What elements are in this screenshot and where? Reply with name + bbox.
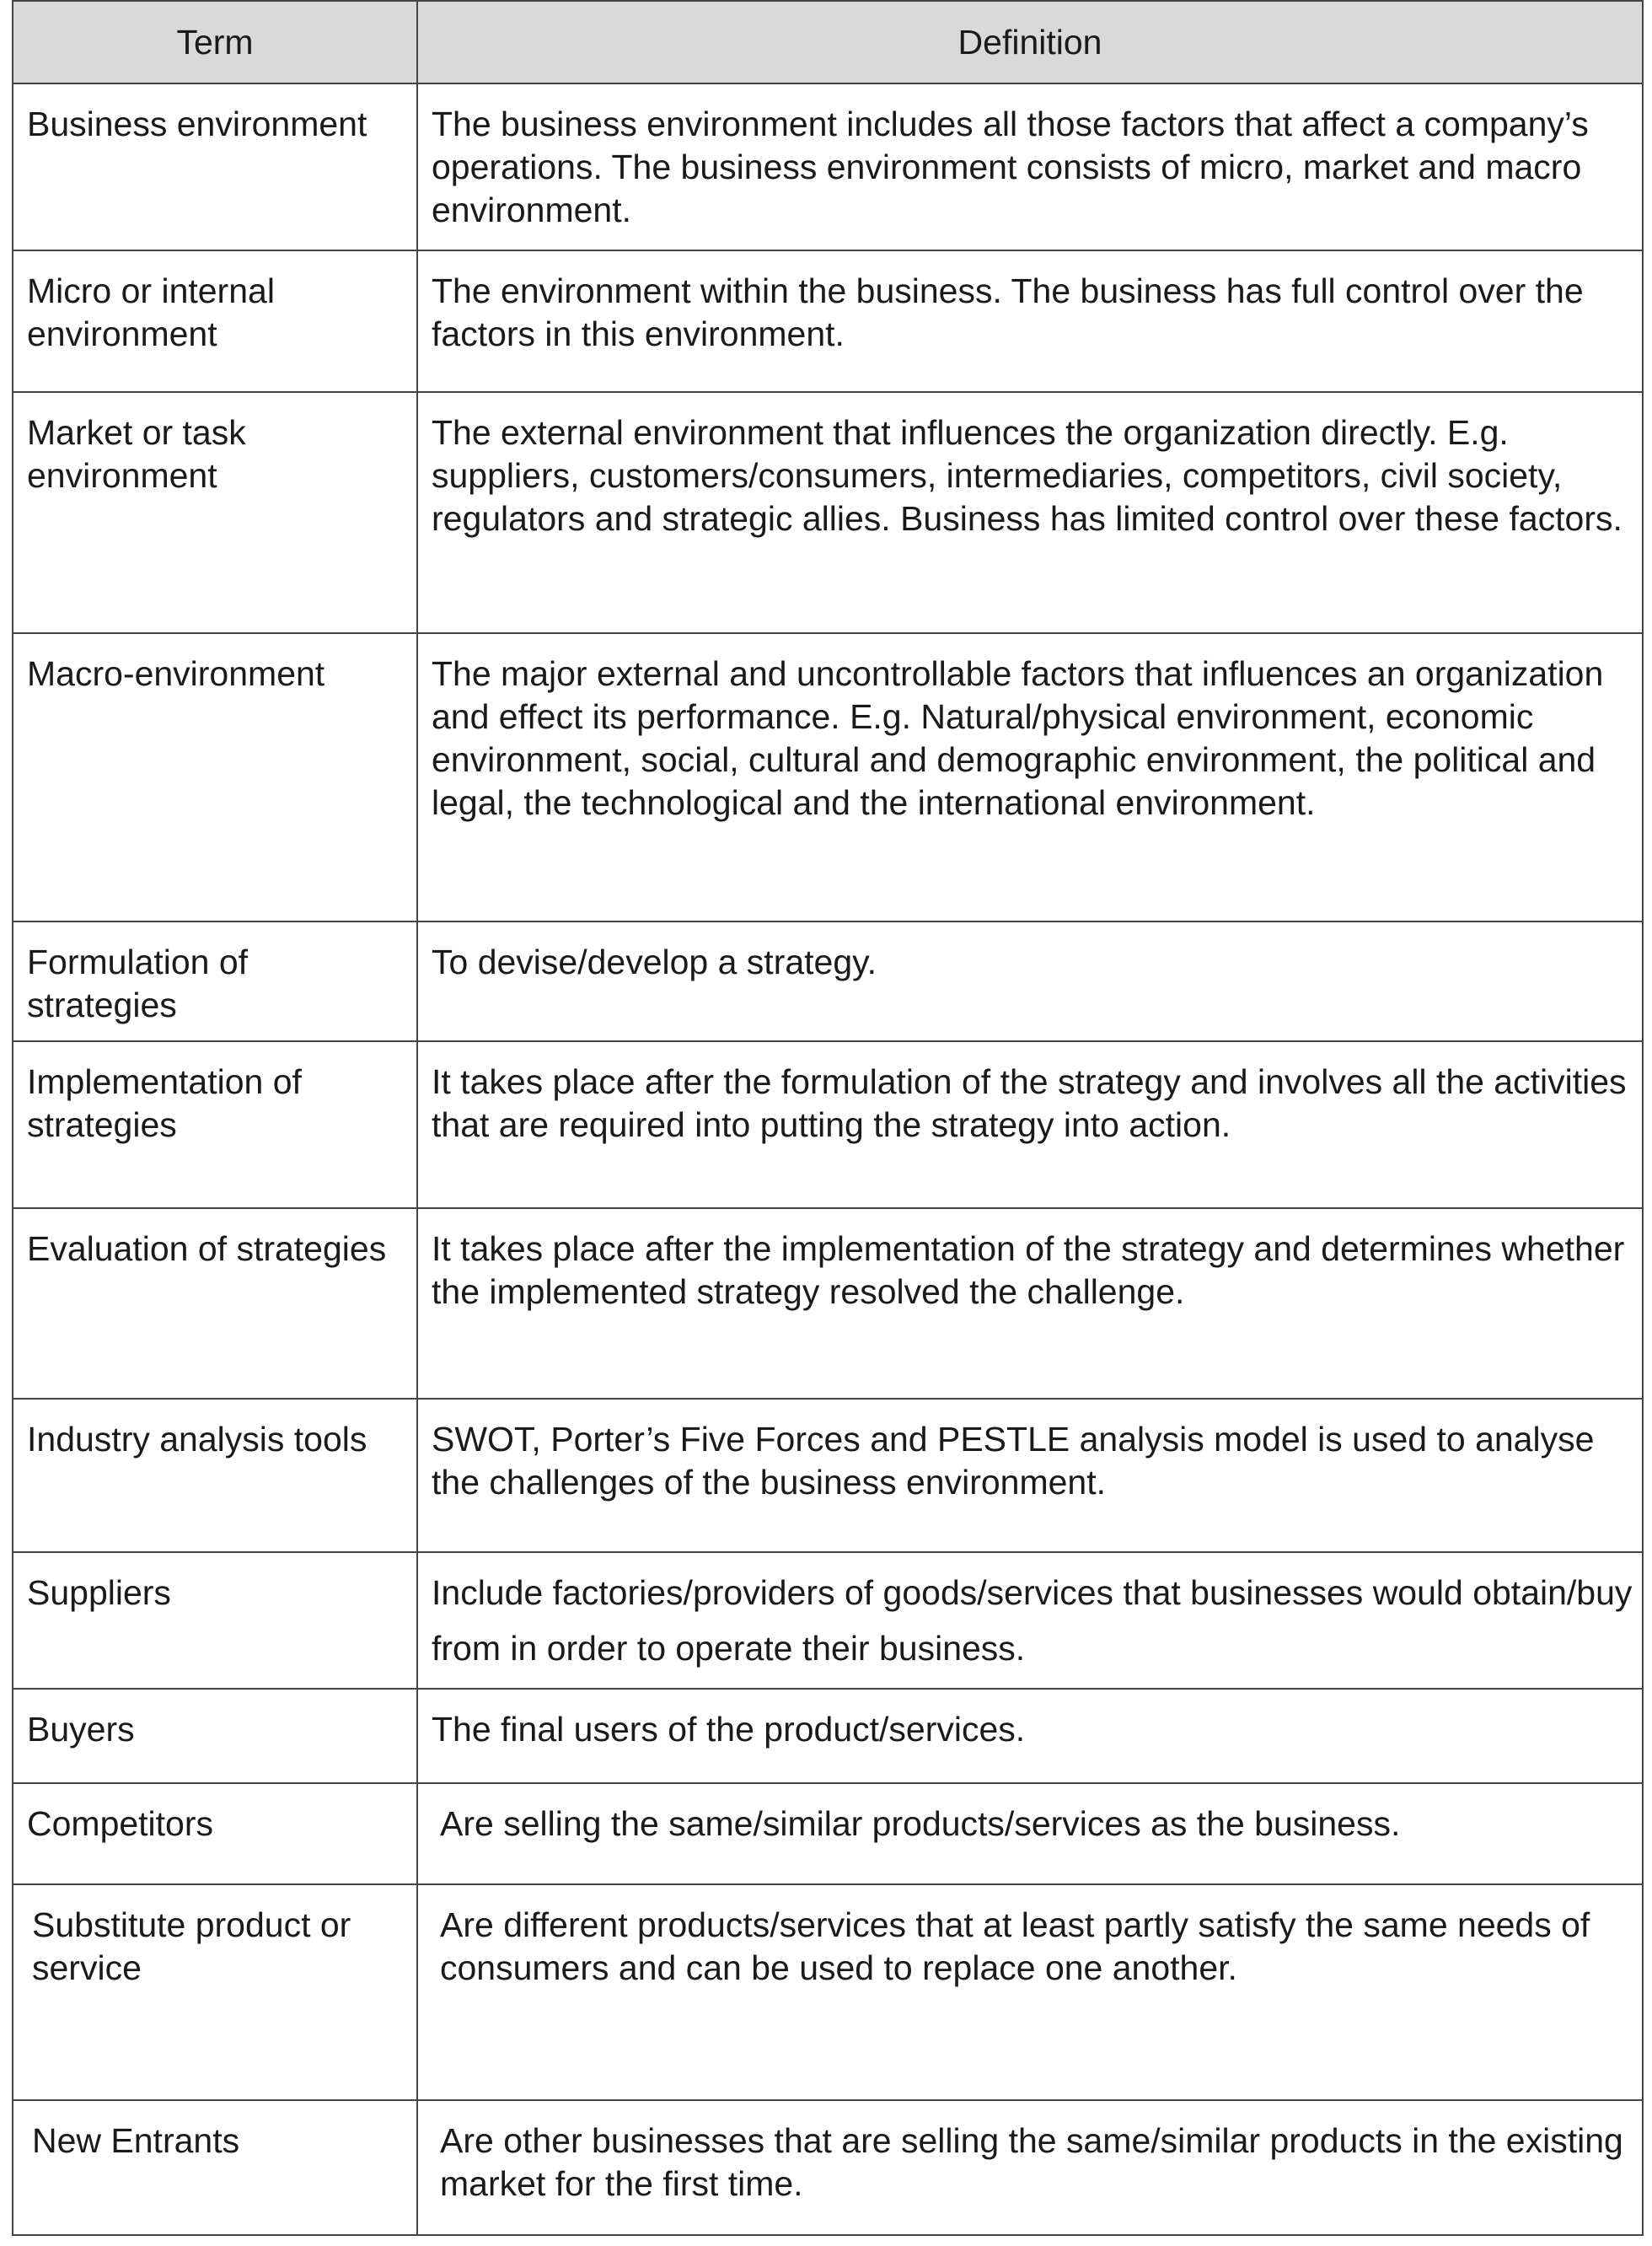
definition-cell: Are different products/services that at least partly satisfy the same needs of consumers and can be used to replace one another. xyxy=(417,1884,1643,2100)
term-cell: Buyers xyxy=(13,1689,417,1783)
table-row xyxy=(13,2100,1643,2235)
table-row xyxy=(13,392,1643,633)
definition-cell: It takes place after the implementation of the strategy and determines whether the implemented strategy resolved the challenge. xyxy=(417,1208,1643,1399)
table-row xyxy=(13,1884,1643,2100)
definition-cell: To devise/develop a strategy. xyxy=(417,922,1643,1041)
definition-cell: The business environment includes all those factors that affect a company’s operations. The business environment consists of micro, market and macro environment. xyxy=(417,83,1643,250)
term-cell: Evaluation of strategies xyxy=(13,1208,417,1399)
table-row xyxy=(13,633,1643,922)
term-cell: Suppliers xyxy=(13,1552,417,1689)
table-row xyxy=(13,1208,1643,1399)
table-row xyxy=(13,1783,1643,1884)
definition-cell: Are other businesses that are selling the same/similar products in the existing market for the first time. xyxy=(417,2100,1643,2235)
term-cell: Micro or internal environment xyxy=(13,250,417,392)
term-cell: New Entrants xyxy=(13,2100,417,2235)
header-row xyxy=(13,1,1643,83)
table-row xyxy=(13,250,1643,392)
term-cell: Substitute product or service xyxy=(13,1884,417,2100)
table-row xyxy=(13,1552,1643,1689)
term-cell: Industry analysis tools xyxy=(13,1399,417,1552)
term-cell: Implementation of strategies xyxy=(13,1041,417,1208)
term-cell: Macro-environment xyxy=(13,633,417,922)
table-row xyxy=(13,1399,1643,1552)
table-row xyxy=(13,922,1643,1041)
term-cell: Business environment xyxy=(13,83,417,250)
table-row xyxy=(13,83,1643,250)
term-cell: Market or task environment xyxy=(13,392,417,633)
definition-cell: The external environment that influences the organization directly. E.g. suppliers, customers/consumers, intermediaries, competitors, civil society, regulators and strategic allies. Business has limited control over these factors. xyxy=(417,392,1643,633)
glossary-table xyxy=(12,0,1644,2236)
definition-cell: The final users of the product/services. xyxy=(417,1689,1643,1783)
definition-cell: It takes place after the formulation of the strategy and involves all the activities that are required into putting the strategy into action. xyxy=(417,1041,1643,1208)
definition-cell: Are selling the same/similar products/services as the business. xyxy=(417,1783,1643,1884)
term-cell: Competitors xyxy=(13,1783,417,1884)
term-cell: Formulation of strategies xyxy=(13,922,417,1041)
definition-column-header: Definition xyxy=(417,1,1643,83)
table-row xyxy=(13,1689,1643,1783)
definition-cell: The major external and uncontrollable factors that influences an organization and effect its performance. E.g. Natural/physical environment, economic environment, social, cultural and demographic environment, the political and legal, the technological and the international environment. xyxy=(417,633,1643,922)
definition-cell: The environment within the business. The business has full control over the factors in this environment. xyxy=(417,250,1643,392)
table-row xyxy=(13,1041,1643,1208)
term-column-header: Term xyxy=(13,1,417,83)
definition-cell: SWOT, Porter’s Five Forces and PESTLE analysis model is used to analyse the challenges of the business environment. xyxy=(417,1399,1643,1552)
definition-cell: Include factories/providers of goods/services that businesses would obtain/buy from in order to operate their business. xyxy=(417,1552,1643,1689)
